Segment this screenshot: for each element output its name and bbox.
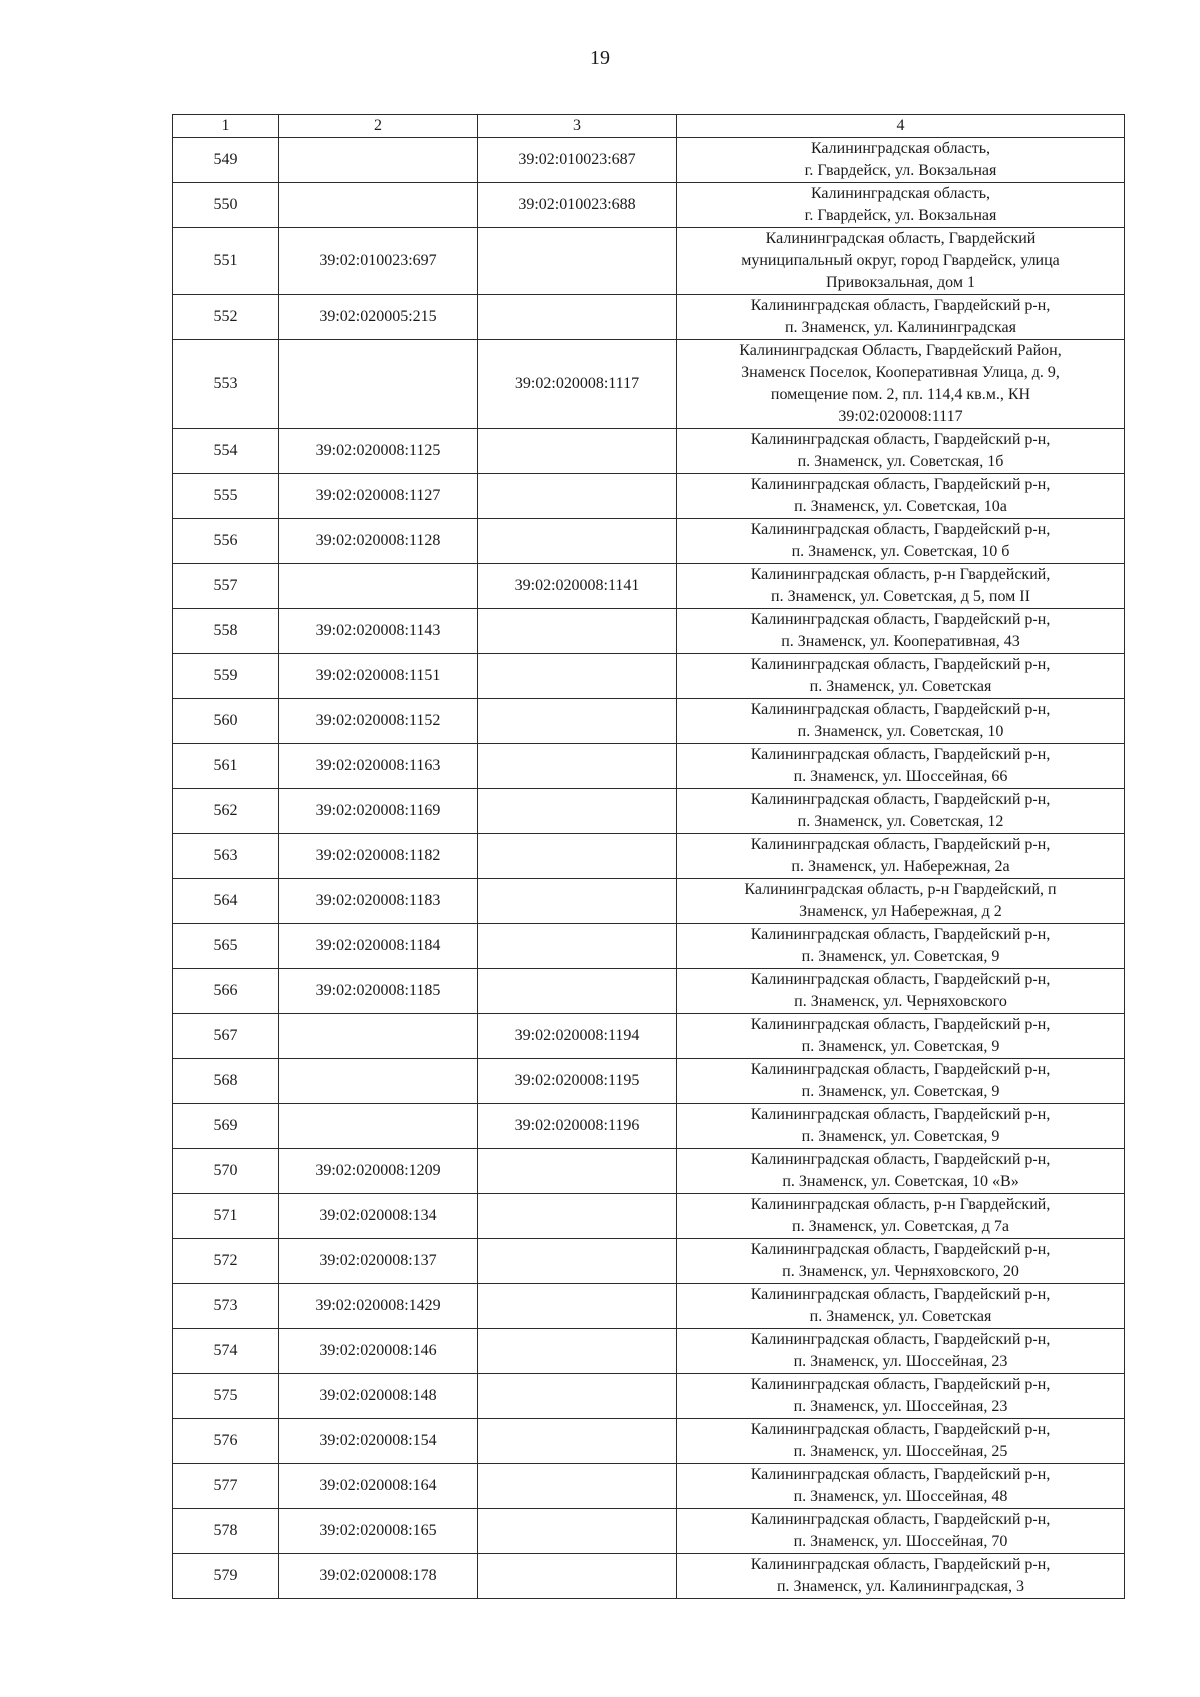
address-line: помещение пом. 2, пл. 114,4 кв.м., КН [770,386,1031,403]
column-header-4: 4 [677,115,1125,138]
cadastral-number-cell: 39:02:020008:1196 [478,1104,677,1149]
cadastral-number-cell [279,340,478,429]
address-line: Калининградская область, Гвардейский р-н, [750,701,1051,718]
cadastral-number-cell: 39:02:020008:1117 [478,340,677,429]
address-line: г. Гвардейск, ул. Вокзальная [804,207,997,224]
address-cell [677,138,1125,183]
address-line: п. Знаменск, ул. Советская, 12 [797,813,1004,830]
address-cell [677,228,1125,295]
address-line: п. Знаменск, ул. Советская, 9 [801,1128,1000,1145]
address-cell [677,789,1125,834]
table-row [173,1239,1125,1284]
cadastral-number-cell [478,1239,677,1284]
cadastral-number-cell: 39:02:020008:1143 [279,609,478,654]
row-number-cell: 557 [173,564,279,609]
address-line: Калининградская область, Гвардейский р-н, [750,1376,1051,1393]
row-number-cell: 558 [173,609,279,654]
table-row [173,699,1125,744]
address-line: Калининградская область, Гвардейский р-н, [750,611,1051,628]
cadastral-number-cell: 39:02:020008:178 [279,1554,478,1599]
row-number-cell: 549 [173,138,279,183]
row-number-cell: 556 [173,519,279,564]
table-row [173,340,1125,429]
row-number-cell: 553 [173,340,279,429]
cadastral-number-cell: 39:02:010023:697 [279,228,478,295]
row-number-cell: 562 [173,789,279,834]
column-header-2: 2 [279,115,478,138]
cadastral-number-cell [478,1149,677,1194]
address-line: Калининградская область, Гвардейский р-н, [750,1061,1051,1078]
address-line: п. Знаменск, ул. Черняховского [794,993,1007,1010]
cadastral-number-cell [478,1194,677,1239]
address-line: Калининградская область, Гвардейский р-н, [750,521,1051,538]
address-line: Калининградская область, Гвардейский р-н, [750,1286,1051,1303]
cadastral-number-cell: 39:02:020008:137 [279,1239,478,1284]
row-number-cell: 575 [173,1374,279,1419]
address-line: 39:02:020008:1117 [838,408,963,425]
cadastral-number-cell [478,1374,677,1419]
cadastral-number-cell: 39:02:020008:134 [279,1194,478,1239]
table-row [173,969,1125,1014]
cadastral-number-cell [478,295,677,340]
address-cell [677,1464,1125,1509]
row-number-cell: 551 [173,228,279,295]
address-line: Калининградская область, Гвардейский р-н, [750,1241,1051,1258]
cadastral-number-cell [478,969,677,1014]
cadastral-number-cell: 39:02:020008:154 [279,1419,478,1464]
table-header [173,115,1125,138]
address-cell [677,654,1125,699]
cadastral-number-cell [478,228,677,295]
address-line: Калининградская область, р-н Гвардейский, [750,1196,1051,1213]
cadastral-number-cell [478,429,677,474]
address-line: п. Знаменск, ул. Калининградская [784,319,1017,336]
table-row [173,1464,1125,1509]
cadastral-number-cell [478,879,677,924]
address-line: п. Знаменск, ул. Калининградская, 3 [776,1578,1025,1595]
address-cell [677,474,1125,519]
row-number-cell: 565 [173,924,279,969]
table-row [173,138,1125,183]
address-line: п. Знаменск, ул. Советская, 10 [797,723,1004,740]
row-number-cell: 566 [173,969,279,1014]
cadastral-number-cell [279,564,478,609]
address-cell [677,1104,1125,1149]
cadastral-number-cell: 39:02:010023:688 [478,183,677,228]
table-row [173,1554,1125,1599]
cadastral-number-cell [279,1104,478,1149]
address-line: Калининградская область, Гвардейский р-н, [750,1016,1051,1033]
address-line: Знаменск, ул Набережная, д 2 [799,903,1002,920]
row-number-cell: 561 [173,744,279,789]
address-line: Калининградская область, Гвардейский р-н, [750,476,1051,493]
address-line: Калининградская область, Гвардейский р-н, [750,1421,1051,1438]
address-line: Привокзальная, дом 1 [826,274,975,291]
table-row [173,834,1125,879]
cadastral-number-cell: 39:02:020008:1429 [279,1284,478,1329]
address-line: Калининградская область, Гвардейский р-н, [750,836,1051,853]
address-cell [677,1014,1125,1059]
cadastral-number-cell [478,1284,677,1329]
address-cell [677,1059,1125,1104]
address-cell [677,1329,1125,1374]
cadastral-number-cell: 39:02:020008:165 [279,1509,478,1554]
table-row [173,1374,1125,1419]
address-line: Калининградская область, Гвардейский р-н, [750,971,1051,988]
cadastral-number-cell: 39:02:020008:1151 [279,654,478,699]
cadastral-number-cell: 39:02:020008:1183 [279,879,478,924]
row-number-cell: 571 [173,1194,279,1239]
row-number-cell: 568 [173,1059,279,1104]
page-number: 19 [590,47,610,69]
property-registry-table [172,114,1125,1599]
column-header-1: 1 [173,115,279,138]
row-number-cell: 560 [173,699,279,744]
address-cell [677,969,1125,1014]
address-cell [677,834,1125,879]
cadastral-number-cell: 39:02:020008:1141 [478,564,677,609]
row-number-cell: 563 [173,834,279,879]
table-row [173,1014,1125,1059]
address-line: п. Знаменск, ул. Советская, 9 [801,948,1000,965]
address-cell [677,519,1125,564]
cadastral-number-cell: 39:02:020008:1127 [279,474,478,519]
row-number-cell: 579 [173,1554,279,1599]
address-line: Калининградская область, Гвардейский р-н, [750,1151,1051,1168]
address-line: п. Знаменск, ул. Советская, 10 «В» [782,1173,1019,1190]
table-body [173,138,1125,1599]
address-cell [677,564,1125,609]
table-row [173,429,1125,474]
cadastral-number-cell [478,1329,677,1374]
address-line: Калининградская область, Гвардейский р-н, [750,926,1051,943]
address-line: п. Знаменск, ул. Кооперативная, 43 [781,633,1020,650]
address-line: п. Знаменск, ул. Советская, 1б [797,453,1004,470]
address-line: п. Знаменск, ул. Шоссейная, 23 [793,1353,1008,1370]
address-line: Знаменск Поселок, Кооперативная Улица, д. 9, [741,364,1060,381]
address-line: Калининградская область, Гвардейский [765,230,1036,247]
row-number-cell: 573 [173,1284,279,1329]
address-line: п. Знаменск, ул. Советская, д 5, пом II [771,588,1030,605]
address-line: Калининградская область, Гвардейский р-н, [750,656,1051,673]
row-number-cell: 559 [173,654,279,699]
row-number-cell: 576 [173,1419,279,1464]
address-line: п. Знаменск, ул. Черняховского, 20 [782,1263,1019,1280]
cadastral-number-cell [478,519,677,564]
table-row [173,789,1125,834]
address-cell [677,699,1125,744]
address-line: г. Гвардейск, ул. Вокзальная [804,162,997,179]
table-row [173,1194,1125,1239]
cadastral-number-cell [478,834,677,879]
cadastral-number-cell [478,1509,677,1554]
address-line: п. Знаменск, ул. Шоссейная, 70 [793,1533,1008,1550]
address-cell [677,1149,1125,1194]
cadastral-number-cell: 39:02:020008:1182 [279,834,478,879]
cadastral-number-cell [478,1554,677,1599]
address-line: Калининградская область, р-н Гвардейский, [750,566,1051,583]
address-line: п. Знаменск, ул. Шоссейная, 23 [793,1398,1008,1415]
address-line: Калининградская область, Гвардейский р-н, [750,746,1051,763]
address-line: п. Знаменск, ул. Шоссейная, 48 [793,1488,1008,1505]
table-row [173,1509,1125,1554]
table-row [173,474,1125,519]
row-number-cell: 550 [173,183,279,228]
address-cell [677,1419,1125,1464]
address-line: Калининградская область, Гвардейский р-н, [750,1466,1051,1483]
table-row [173,879,1125,924]
cadastral-number-cell: 39:02:020008:1209 [279,1149,478,1194]
table-row [173,924,1125,969]
table-row [173,654,1125,699]
cadastral-number-cell: 39:02:020008:1184 [279,924,478,969]
row-number-cell: 574 [173,1329,279,1374]
address-line: Калининградская область, [810,140,991,157]
cadastral-number-cell: 39:02:020008:1169 [279,789,478,834]
cadastral-number-cell: 39:02:020008:1194 [478,1014,677,1059]
cadastral-number-cell: 39:02:020008:164 [279,1464,478,1509]
cadastral-number-cell: 39:02:020008:1125 [279,429,478,474]
address-cell [677,609,1125,654]
address-line: п. Знаменск, ул. Шоссейная, 25 [793,1443,1008,1460]
address-cell [677,879,1125,924]
address-cell [677,924,1125,969]
cadastral-number-cell [279,1059,478,1104]
cadastral-number-cell: 39:02:020008:1128 [279,519,478,564]
cadastral-number-cell: 39:02:020008:148 [279,1374,478,1419]
address-line: п. Знаменск, ул. Советская, 10 б [791,543,1010,560]
cadastral-number-cell [279,1014,478,1059]
address-line: п. Знаменск, ул. Набережная, 2а [791,858,1010,875]
row-number-cell: 564 [173,879,279,924]
address-line: п. Знаменск, ул. Советская, 9 [801,1038,1000,1055]
cadastral-number-cell: 39:02:010023:687 [478,138,677,183]
address-line: п. Знаменск, ул. Советская, д 7а [792,1218,1009,1235]
cadastral-number-cell: 39:02:020008:1163 [279,744,478,789]
row-number-cell: 552 [173,295,279,340]
cadastral-number-cell [478,474,677,519]
address-cell [677,1509,1125,1554]
cadastral-number-cell [279,138,478,183]
table-row [173,1329,1125,1374]
address-line: Калининградская область, Гвардейский р-н, [750,431,1051,448]
address-line: п. Знаменск, ул. Советская [809,1308,992,1325]
address-line: Калининградская область, Гвардейский р-н, [750,791,1051,808]
table-row [173,1104,1125,1149]
row-number-cell: 577 [173,1464,279,1509]
table-row [173,295,1125,340]
address-cell [677,1554,1125,1599]
table-row [173,228,1125,295]
row-number-cell: 570 [173,1149,279,1194]
address-line: Калининградская область, Гвардейский р-н, [750,1331,1051,1348]
address-cell [677,1194,1125,1239]
cadastral-number-cell: 39:02:020008:1152 [279,699,478,744]
address-cell [677,183,1125,228]
table-row [173,609,1125,654]
table-row [173,1284,1125,1329]
address-line: Калининградская область, Гвардейский р-н, [750,1556,1051,1573]
cadastral-number-cell [478,609,677,654]
address-cell [677,1374,1125,1419]
address-cell [677,340,1125,429]
address-line: Калининградская область, [810,185,991,202]
address-line: п. Знаменск, ул. Шоссейная, 66 [793,768,1008,785]
table-row [173,1149,1125,1194]
address-line: п. Знаменск, ул. Советская [809,678,992,695]
cadastral-number-cell [478,1464,677,1509]
cadastral-number-cell [478,924,677,969]
address-cell [677,1239,1125,1284]
table-row [173,1419,1125,1464]
address-line: Калининградская область, р-н Гвардейский, п [744,881,1057,898]
address-cell [677,744,1125,789]
address-line: п. Знаменск, ул. Советская, 10а [794,498,1007,515]
column-header-3: 3 [478,115,677,138]
header-row [173,115,1125,138]
table-row [173,564,1125,609]
table-row [173,183,1125,228]
table-row [173,519,1125,564]
row-number-cell: 578 [173,1509,279,1554]
cadastral-number-cell [478,1419,677,1464]
address-line: Калининградская область, Гвардейский р-н, [750,297,1051,314]
cadastral-number-cell [478,789,677,834]
cadastral-number-cell [478,654,677,699]
cadastral-number-cell: 39:02:020008:1195 [478,1059,677,1104]
row-number-cell: 555 [173,474,279,519]
address-line: муниципальный округ, город Гвардейск, улица [741,252,1060,269]
cadastral-number-cell: 39:02:020008:1185 [279,969,478,1014]
address-cell [677,295,1125,340]
table-row [173,744,1125,789]
table-row [173,1059,1125,1104]
address-cell [677,1284,1125,1329]
row-number-cell: 554 [173,429,279,474]
cadastral-number-cell: 39:02:020005:215 [279,295,478,340]
cadastral-number-cell [478,744,677,789]
address-cell [677,429,1125,474]
row-number-cell: 567 [173,1014,279,1059]
address-line: Калининградская область, Гвардейский р-н, [750,1511,1051,1528]
cadastral-number-cell [279,183,478,228]
address-line: п. Знаменск, ул. Советская, 9 [801,1083,1000,1100]
cadastral-number-cell [478,699,677,744]
row-number-cell: 572 [173,1239,279,1284]
address-line: Калининградская Область, Гвардейский Район, [739,342,1062,359]
address-line: Калининградская область, Гвардейский р-н, [750,1106,1051,1123]
row-number-cell: 569 [173,1104,279,1149]
cadastral-number-cell: 39:02:020008:146 [279,1329,478,1374]
